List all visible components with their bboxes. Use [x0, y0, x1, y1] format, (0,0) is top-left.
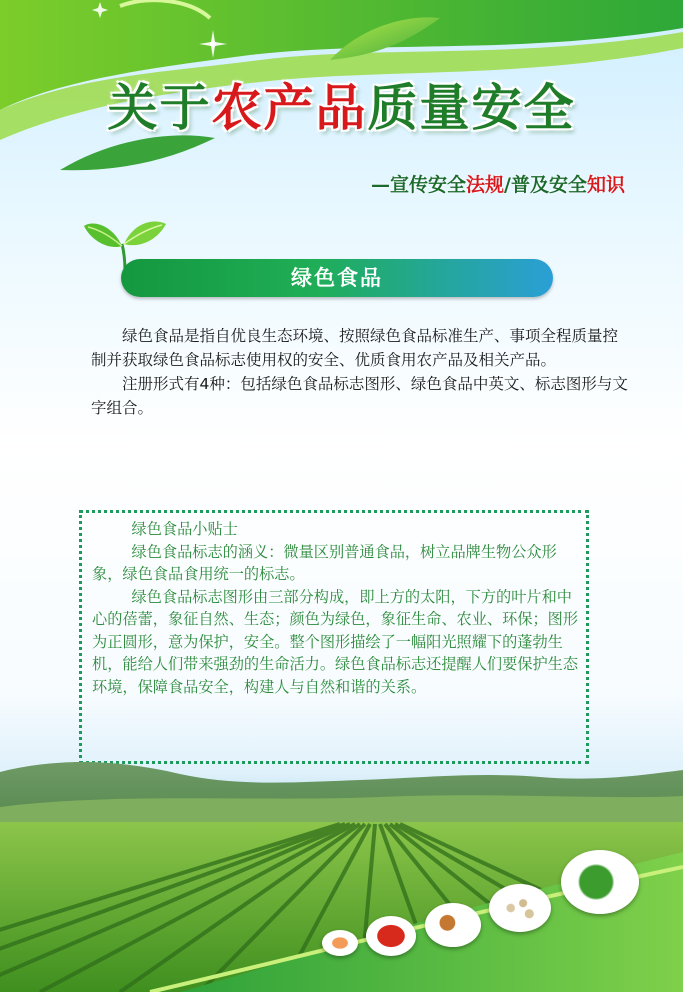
- intro-paragraph: 注册形式有4种：包括绿色食品标志图形、绿色食品中英文、标志图形与文字组合。: [91, 375, 628, 417]
- tips-paragraph: 绿色食品标志的涵义：微量区别普通食品，树立品牌生物公众形象，绿色食品食用统一的标志。: [92, 542, 557, 583]
- tomato-icon: [366, 916, 416, 956]
- vegetable-icon: [561, 850, 639, 914]
- page-title: 关于农产品质量安全: [107, 78, 576, 137]
- intro-paragraph: 绿色食品是指自优良生态环境、按照绿色食品标准生产、事项全程质量控制并获取绿色食品标志使用权的安全、优质食用农产品及相关产品。: [91, 327, 619, 369]
- section-title: 绿色食品: [291, 266, 383, 290]
- tips-paragraph: 绿色食品标志图形由三部分构成，即上方的太阳，下方的叶片和中心的蓓蕾，象征自然、生态；颜色为绿色，象征生命、农业、环保；图形为正圆形，意为保护，安全。整个图形描绘了一幅阳光照耀下的蓬勃生机，能给人们带来强劲的生命活力。绿色食品标志还提醒人们要保护生态环境，保障食品安全，构建人与自然和谐的关系。: [92, 587, 578, 696]
- intro-text: [91, 324, 631, 420]
- food-plate-icon: [322, 930, 358, 956]
- pastry-icon: [425, 903, 481, 947]
- tips-text: [92, 518, 582, 698]
- tips-heading: 绿色食品小贴士: [131, 520, 238, 538]
- beans-icon: [489, 884, 551, 932]
- section-header: [121, 259, 553, 297]
- page-subtitle: —宣传安全法规/普及安全知识: [371, 174, 625, 196]
